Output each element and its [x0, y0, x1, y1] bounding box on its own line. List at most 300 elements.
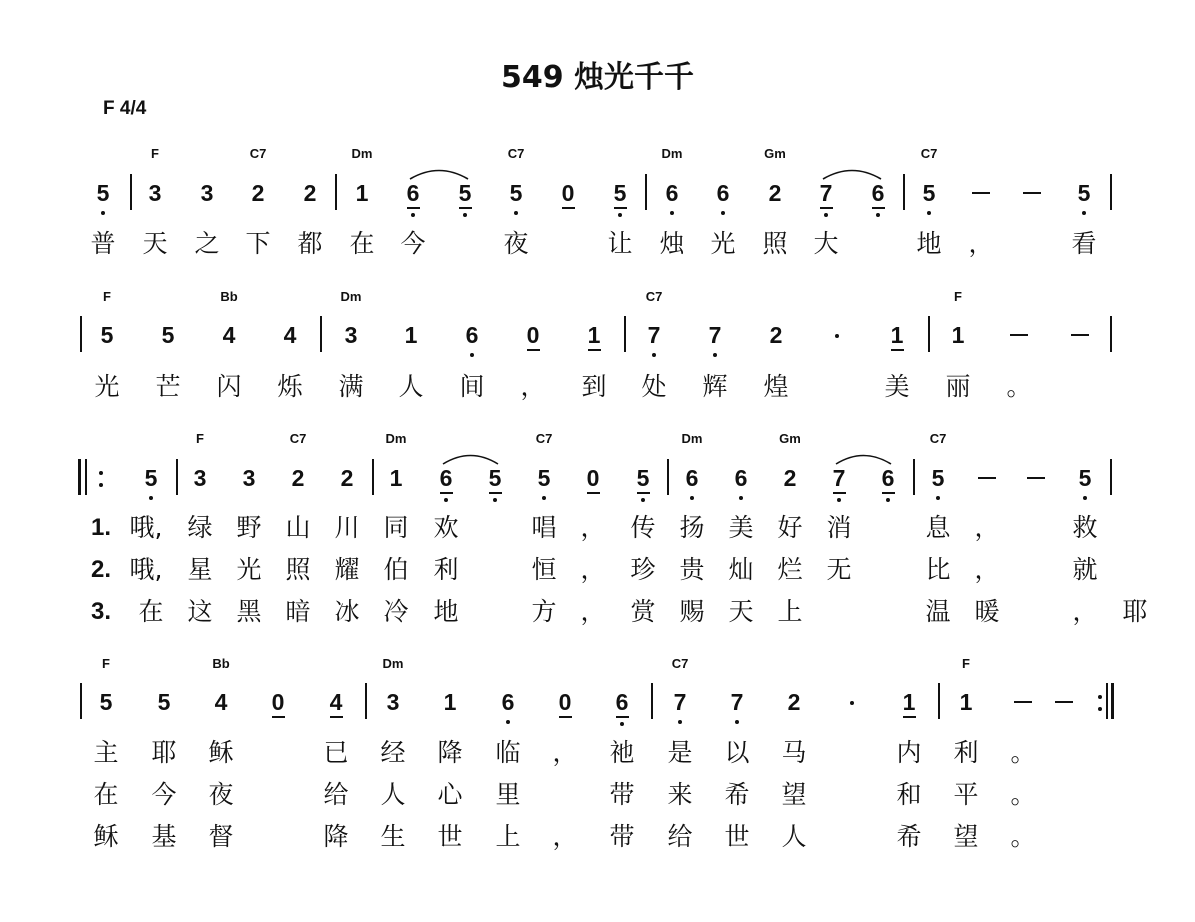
verse-number: 2. — [91, 556, 112, 583]
note: 2 — [340, 465, 354, 491]
barline — [645, 174, 647, 210]
note: 7 — [708, 322, 722, 348]
barline — [651, 683, 653, 719]
note: 4 — [329, 689, 343, 715]
lyric-char: 野 — [236, 513, 262, 542]
lyric-char: ， — [974, 513, 1000, 542]
low-octave-dot — [444, 498, 448, 502]
lyric-char: 贵 — [679, 555, 705, 584]
eighth-underline — [562, 207, 575, 209]
chord-symbol: F — [103, 289, 111, 304]
lyric-char: 天 — [142, 229, 168, 258]
lyric-char: 处 — [641, 372, 667, 401]
lyric-char: 消 — [826, 513, 852, 542]
eighth-underline — [587, 492, 600, 494]
note: 6 — [734, 465, 748, 491]
note: 1 — [443, 689, 457, 715]
barline — [335, 174, 337, 210]
lyric-char: 希 — [724, 780, 750, 809]
note: 5 — [100, 322, 114, 348]
lyric-char: 温 — [925, 597, 951, 626]
lyric-char: 。 — [1010, 738, 1036, 767]
low-octave-dot — [936, 496, 940, 500]
note: 5 — [161, 322, 175, 348]
lyric-char: 稣 — [93, 822, 119, 851]
chord-symbol: Gm — [779, 431, 801, 446]
chord-symbol: C7 — [289, 431, 307, 446]
note: 6 — [501, 689, 515, 715]
note: 1 — [902, 689, 916, 715]
barline — [372, 459, 374, 495]
chord-symbol: F — [954, 289, 962, 304]
lyric-char: 星 — [187, 555, 213, 584]
lyric-char: 辉 — [702, 372, 728, 401]
low-octave-dot — [470, 353, 474, 357]
lyric-char: 耀 — [334, 555, 360, 584]
verse-number: 1. — [91, 514, 112, 541]
sustain-dash — [1055, 701, 1073, 703]
low-octave-dot — [463, 213, 467, 217]
chord-symbol: Dm — [382, 656, 404, 671]
barline — [176, 459, 178, 495]
note: 5 — [931, 465, 945, 491]
note: 2 — [769, 322, 783, 348]
chord-symbol: C7 — [671, 656, 689, 671]
chord-symbol: Gm — [764, 146, 786, 161]
eighth-underline — [559, 716, 572, 718]
low-octave-dot — [506, 720, 510, 724]
chord-symbol: Dm — [661, 146, 683, 161]
song-title: 549 烛光千千 — [500, 60, 695, 95]
note: 2 — [787, 689, 801, 715]
lyric-char: 经 — [380, 738, 406, 767]
lyric-char: 生 — [380, 822, 406, 851]
low-octave-dot — [927, 211, 931, 215]
note: 1 — [587, 322, 601, 348]
note: 4 — [283, 322, 297, 348]
lyric-char: 丽 — [945, 372, 971, 401]
lyric-char: 黑 — [236, 597, 262, 626]
lyric-char: 主 — [93, 738, 119, 767]
duration-dot — [835, 334, 839, 338]
lyric-char: 稣 — [208, 738, 234, 767]
eighth-underline — [588, 349, 601, 351]
note: 1 — [389, 465, 403, 491]
chord-symbol: C7 — [249, 146, 267, 161]
note: 5 — [488, 465, 502, 491]
lyric-char: 息 — [925, 513, 951, 542]
note: 1 — [951, 322, 965, 348]
lyric-char: 方 — [531, 597, 557, 626]
note: 5 — [1078, 465, 1092, 491]
lyric-char: 带 — [609, 822, 635, 851]
lyric-char: 望 — [781, 780, 807, 809]
low-octave-dot — [514, 211, 518, 215]
sustain-dash — [978, 477, 996, 479]
lyric-char: 马 — [781, 738, 807, 767]
note: 5 — [99, 689, 113, 715]
barline — [130, 174, 132, 210]
lyric-char: 夜 — [503, 229, 529, 258]
low-octave-dot — [721, 211, 725, 215]
low-octave-dot — [670, 211, 674, 215]
lyric-char: 以 — [724, 738, 750, 767]
lyric-char: 耶 — [151, 738, 177, 767]
note: 2 — [303, 180, 317, 206]
lyric-char: 看 — [1071, 229, 1097, 258]
lyric-char: ， — [1072, 597, 1098, 626]
lyric-char: ， — [580, 555, 606, 584]
note: 0 — [561, 180, 575, 206]
chord-symbol: F — [151, 146, 159, 161]
lyric-char: 今 — [151, 780, 177, 809]
lyric-char: 利 — [953, 738, 979, 767]
repeat-dot — [99, 483, 103, 487]
lyric-char: 好 — [777, 513, 803, 542]
lyric-char: ， — [552, 738, 578, 767]
lyric-char: ， — [974, 555, 1000, 584]
chord-symbol: Bb — [220, 289, 238, 304]
barline — [928, 316, 930, 352]
lyric-char: 欢 — [433, 513, 459, 542]
repeat-dot — [1098, 695, 1102, 699]
lyric-char: 天 — [728, 597, 754, 626]
low-octave-dot — [1083, 496, 1087, 500]
barline — [80, 316, 82, 352]
note: 7 — [819, 180, 833, 206]
chord-symbol: C7 — [929, 431, 947, 446]
lyric-char: 希 — [896, 822, 922, 851]
note: 3 — [242, 465, 256, 491]
lyric-char: 赏 — [630, 597, 656, 626]
chord-symbol: F — [196, 431, 204, 446]
barline — [1110, 174, 1112, 210]
lyric-char: 烛 — [659, 229, 685, 258]
note: 3 — [148, 180, 162, 206]
lyric-char: 闪 — [216, 372, 242, 401]
lyric-char: 美 — [728, 513, 754, 542]
lyric-char: 光 — [236, 555, 262, 584]
note: 1 — [355, 180, 369, 206]
lyric-char: 冷 — [383, 597, 409, 626]
eighth-underline — [903, 716, 916, 718]
eighth-underline — [833, 492, 846, 494]
note: 3 — [344, 322, 358, 348]
barline — [80, 683, 82, 719]
chord-symbol: C7 — [920, 146, 938, 161]
repeat-start-thick — [78, 459, 81, 495]
lyric-char: 给 — [667, 822, 693, 851]
lyric-char: 祂 — [609, 738, 635, 767]
note: 2 — [291, 465, 305, 491]
barline — [938, 683, 940, 719]
lyric-char: 照 — [285, 555, 311, 584]
eighth-underline — [637, 492, 650, 494]
lyric-char: 夜 — [208, 780, 234, 809]
lyric-char: 伯 — [383, 555, 409, 584]
low-octave-dot — [641, 498, 645, 502]
lyric-char: 光 — [94, 372, 120, 401]
lyric-char: 给 — [323, 780, 349, 809]
lyric-char: 哦, — [129, 555, 163, 584]
lyric-char: 珍 — [630, 555, 656, 584]
note: 0 — [271, 689, 285, 715]
note: 5 — [636, 465, 650, 491]
low-octave-dot — [678, 720, 682, 724]
note: 6 — [665, 180, 679, 206]
lyric-char: 人 — [398, 372, 424, 401]
note: 7 — [673, 689, 687, 715]
lyric-char: ， — [580, 513, 606, 542]
lyric-char: 绿 — [187, 513, 213, 542]
tie-slur — [822, 166, 882, 180]
lyric-char: 就 — [1072, 555, 1098, 584]
lyric-char: 是 — [667, 738, 693, 767]
lyric-char: 暖 — [974, 597, 1000, 626]
lyric-char: 让 — [607, 229, 633, 258]
note: 2 — [783, 465, 797, 491]
eighth-underline — [882, 492, 895, 494]
note: 7 — [832, 465, 846, 491]
lyric-char: 心 — [437, 780, 463, 809]
lyric-char: 世 — [437, 822, 463, 851]
lyric-char: 今 — [400, 229, 426, 258]
lyric-char: 救 — [1072, 513, 1098, 542]
low-octave-dot — [876, 213, 880, 217]
note: 5 — [1077, 180, 1091, 206]
lyric-char: 这 — [187, 597, 213, 626]
note: 6 — [439, 465, 453, 491]
lyric-char: 在 — [93, 780, 119, 809]
note: 6 — [871, 180, 885, 206]
note: 0 — [586, 465, 600, 491]
lyric-char: ， — [520, 372, 546, 401]
sustain-dash — [1014, 701, 1032, 703]
repeat-start-thin — [85, 459, 87, 495]
lyric-char: 烂 — [777, 555, 803, 584]
note: 2 — [768, 180, 782, 206]
note: 3 — [200, 180, 214, 206]
lyric-char: 同 — [383, 513, 409, 542]
lyric-char: 督 — [208, 822, 234, 851]
lyric-char: 上 — [495, 822, 521, 851]
lyric-char: 美 — [884, 372, 910, 401]
sustain-dash — [972, 192, 990, 194]
lyric-char: 望 — [953, 822, 979, 851]
lyric-char: 利 — [433, 555, 459, 584]
chord-symbol: F — [102, 656, 110, 671]
lyric-char: 比 — [925, 555, 951, 584]
eighth-underline — [527, 349, 540, 351]
eighth-underline — [330, 716, 343, 718]
barline — [624, 316, 626, 352]
repeat-dot — [99, 471, 103, 475]
lyric-char: 带 — [609, 780, 635, 809]
lyric-char: 山 — [285, 513, 311, 542]
lyric-char: 冰 — [334, 597, 360, 626]
lyric-char: 大 — [813, 229, 839, 258]
low-octave-dot — [652, 353, 656, 357]
tie-slur — [835, 451, 892, 465]
chord-symbol: F — [962, 656, 970, 671]
lyric-char: 人 — [380, 780, 406, 809]
low-octave-dot — [493, 498, 497, 502]
lyric-char: 已 — [323, 738, 349, 767]
lyric-char: 都 — [297, 229, 323, 258]
barline — [1110, 316, 1112, 352]
eighth-underline — [489, 492, 502, 494]
note: 6 — [406, 180, 420, 206]
low-octave-dot — [618, 213, 622, 217]
barline — [320, 316, 322, 352]
chord-symbol: Dm — [340, 289, 362, 304]
barline — [903, 174, 905, 210]
barline — [365, 683, 367, 719]
barline — [913, 459, 915, 495]
note: 7 — [730, 689, 744, 715]
note: 5 — [537, 465, 551, 491]
lyric-char: 来 — [667, 780, 693, 809]
repeat-dot — [1098, 707, 1102, 711]
note: 5 — [509, 180, 523, 206]
note: 7 — [647, 322, 661, 348]
tie-slur — [442, 451, 499, 465]
sustain-dash — [1071, 334, 1089, 336]
lyric-char: 之 — [194, 229, 220, 258]
note: 5 — [157, 689, 171, 715]
lyric-char: 在 — [138, 597, 164, 626]
lyric-char: 赐 — [679, 597, 705, 626]
lyric-char: 灿 — [728, 555, 754, 584]
low-octave-dot — [886, 498, 890, 502]
chord-symbol: Dm — [681, 431, 703, 446]
low-octave-dot — [620, 722, 624, 726]
barline — [1110, 459, 1112, 495]
low-octave-dot — [411, 213, 415, 217]
eighth-underline — [872, 207, 885, 209]
note: 5 — [613, 180, 627, 206]
lyric-char: 。 — [1006, 372, 1032, 401]
lyric-char: 在 — [349, 229, 375, 258]
note: 0 — [558, 689, 572, 715]
lyric-char: 。 — [1010, 822, 1036, 851]
lyric-char: 川 — [334, 513, 360, 542]
lyric-char: 暗 — [285, 597, 311, 626]
chord-symbol: C7 — [645, 289, 663, 304]
note: 5 — [144, 465, 158, 491]
low-octave-dot — [101, 211, 105, 215]
note: 1 — [404, 322, 418, 348]
eighth-underline — [616, 716, 629, 718]
lyric-char: 煌 — [763, 372, 789, 401]
lyric-char: 哦, — [129, 513, 163, 542]
lyric-char: 世 — [724, 822, 750, 851]
lyric-char: 基 — [151, 822, 177, 851]
verse-number: 3. — [91, 598, 112, 625]
tie-slur — [409, 166, 469, 180]
eighth-underline — [407, 207, 420, 209]
low-octave-dot — [735, 720, 739, 724]
low-octave-dot — [690, 496, 694, 500]
repeat-end-thin — [1106, 683, 1108, 719]
low-octave-dot — [713, 353, 717, 357]
note: 6 — [615, 689, 629, 715]
note: 5 — [96, 180, 110, 206]
lyric-char: 照 — [762, 229, 788, 258]
lyric-char: 芒 — [155, 372, 181, 401]
note: 5 — [458, 180, 472, 206]
lyric-char: 耶 — [1122, 597, 1148, 626]
chord-symbol: Bb — [212, 656, 230, 671]
lyric-char: 降 — [323, 822, 349, 851]
lyric-char: 光 — [710, 229, 736, 258]
barline — [667, 459, 669, 495]
note: 3 — [193, 465, 207, 491]
chord-symbol: C7 — [507, 146, 525, 161]
lyric-char: 临 — [495, 738, 521, 767]
note: 5 — [922, 180, 936, 206]
note: 1 — [959, 689, 973, 715]
lyric-char: 。 — [1010, 780, 1036, 809]
lyric-char: 上 — [777, 597, 803, 626]
lyric-char: ， — [552, 822, 578, 851]
lyric-char: 唱 — [531, 513, 557, 542]
eighth-underline — [614, 207, 627, 209]
note: 0 — [526, 322, 540, 348]
note: 3 — [386, 689, 400, 715]
low-octave-dot — [542, 496, 546, 500]
lyric-char: 到 — [581, 372, 607, 401]
duration-dot — [850, 701, 854, 705]
lyric-char: 烁 — [277, 372, 303, 401]
note: 1 — [890, 322, 904, 348]
note: 4 — [222, 322, 236, 348]
lyric-char: 平 — [953, 780, 979, 809]
lyric-char: 地 — [916, 229, 942, 258]
repeat-end-thick — [1111, 683, 1114, 719]
sustain-dash — [1023, 192, 1041, 194]
lyric-char: 恒 — [531, 555, 557, 584]
lyric-char: 无 — [826, 555, 852, 584]
note: 4 — [214, 689, 228, 715]
eighth-underline — [891, 349, 904, 351]
low-octave-dot — [824, 213, 828, 217]
note: 6 — [881, 465, 895, 491]
note: 6 — [716, 180, 730, 206]
lyric-char: 里 — [495, 780, 521, 809]
low-octave-dot — [149, 496, 153, 500]
lyric-char: ， — [580, 597, 606, 626]
lyric-char: 满 — [338, 372, 364, 401]
lyric-char: 普 — [90, 229, 116, 258]
low-octave-dot — [1082, 211, 1086, 215]
eighth-underline — [820, 207, 833, 209]
note: 6 — [685, 465, 699, 491]
sustain-dash — [1027, 477, 1045, 479]
lyric-char: 地 — [433, 597, 459, 626]
note: 6 — [465, 322, 479, 348]
low-octave-dot — [739, 496, 743, 500]
lyric-char: 扬 — [679, 513, 705, 542]
lyric-char: 间 — [459, 372, 485, 401]
low-octave-dot — [837, 498, 841, 502]
lyric-char: 传 — [630, 513, 656, 542]
lyric-char: 下 — [245, 229, 271, 258]
eighth-underline — [440, 492, 453, 494]
chord-symbol: C7 — [535, 431, 553, 446]
lyric-char: 人 — [781, 822, 807, 851]
chord-symbol: Dm — [351, 146, 373, 161]
